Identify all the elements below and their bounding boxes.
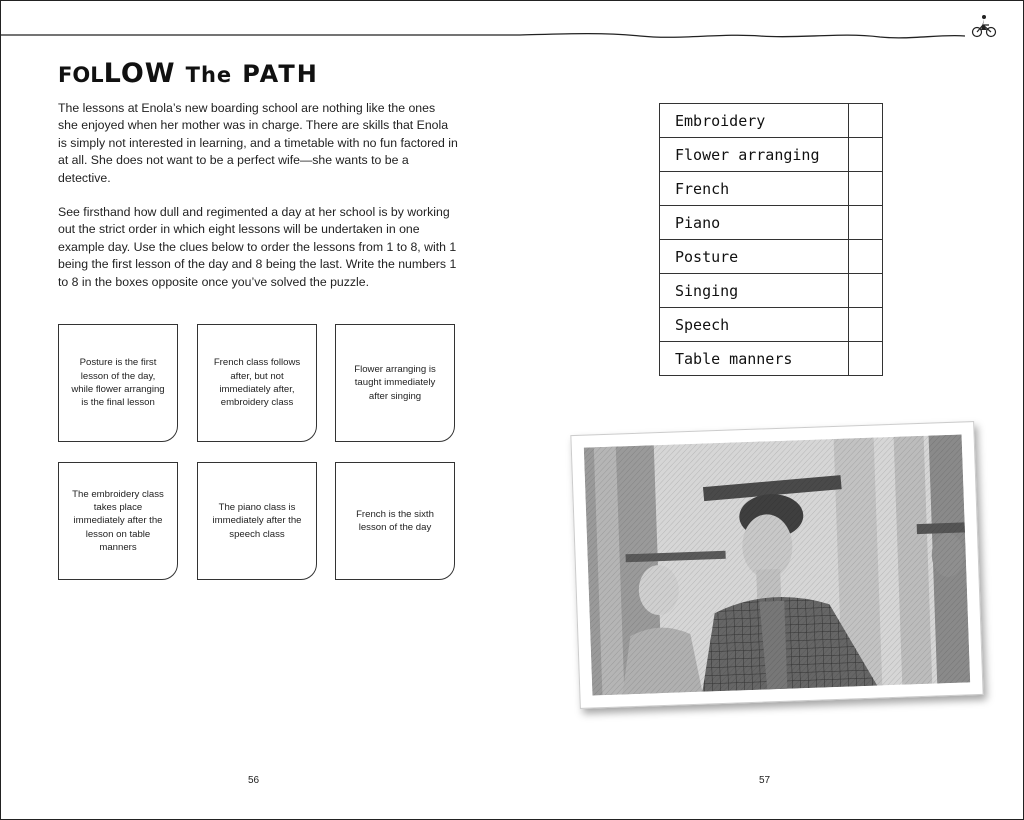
page-title — [58, 58, 319, 89]
answer-box[interactable] — [849, 138, 883, 172]
answer-box[interactable] — [849, 206, 883, 240]
lesson-name: French — [660, 172, 849, 206]
table-row — [660, 172, 883, 206]
clue-text: The embroidery class takes place immediately after the lesson on table manners — [72, 488, 164, 553]
table-row — [660, 240, 883, 274]
answer-box[interactable] — [849, 308, 883, 342]
intro-text — [58, 100, 458, 308]
page-number-right: 57 — [759, 775, 771, 786]
photo-print — [570, 421, 983, 709]
title-word-2: LOW — [103, 58, 176, 89]
bicycle-rider-icon — [970, 14, 998, 38]
lesson-name: Embroidery — [660, 104, 849, 138]
clue-card — [197, 324, 317, 442]
lesson-name: Flower arranging — [660, 138, 849, 172]
intro-paragraph-2: See firsthand how dull and regimented a day at her school is by working out the strict order in which eight lessons will be undertaken in one example day. Use the clues below to order the lessons from 1 to 8, with 1 being the first lesson of the day and 8 being the last. Write the numbers 1 to 8 in the boxes opposite once you’ve solved the puzzle. — [58, 205, 457, 289]
lesson-name: Singing — [660, 274, 849, 308]
lesson-name: Posture — [660, 240, 849, 274]
clue-card — [197, 462, 317, 580]
table-row — [660, 138, 883, 172]
title-word-4: PATH — [242, 60, 319, 88]
answer-box[interactable] — [849, 342, 883, 376]
table-row — [660, 308, 883, 342]
intro-paragraph-1: The lessons at Enola’s new boarding school are nothing like the ones she enjoyed when her mother was in charge. There are skills that Enola is simply not interested in learning, and a timetable with no fun factored in at all. She does not want to be a perfect wife—she wants to be a detective. — [58, 101, 458, 185]
table-row — [660, 342, 883, 376]
title-word-3: The — [185, 63, 233, 87]
film-still-photo — [584, 434, 970, 695]
table-row — [660, 104, 883, 138]
clue-card — [335, 462, 455, 580]
title-word-1: FOL — [58, 63, 104, 87]
answer-box[interactable] — [849, 104, 883, 138]
page-number-left: 56 — [248, 775, 260, 786]
clue-text: French class follows after, but not immediately after, embroidery class — [213, 357, 301, 409]
clue-text: Posture is the first lesson of the day, while flower arranging is the final lesson — [71, 357, 165, 409]
header-wavy-rule — [0, 20, 1024, 50]
table-row — [660, 274, 883, 308]
answer-box[interactable] — [849, 240, 883, 274]
clue-text: Flower arranging is taught immediately after singing — [354, 364, 436, 402]
table-row — [660, 206, 883, 240]
lesson-name: Speech — [660, 308, 849, 342]
answer-box[interactable] — [849, 274, 883, 308]
clue-card — [58, 462, 178, 580]
lesson-name: Piano — [660, 206, 849, 240]
lesson-name: Table manners — [660, 342, 849, 376]
clue-card — [335, 324, 455, 442]
clue-text: French is the sixth lesson of the day — [356, 508, 434, 533]
answer-table — [659, 103, 883, 376]
clue-card — [58, 324, 178, 442]
answer-box[interactable] — [849, 172, 883, 206]
clue-text: The piano class is immediately after the speech class — [212, 502, 302, 540]
